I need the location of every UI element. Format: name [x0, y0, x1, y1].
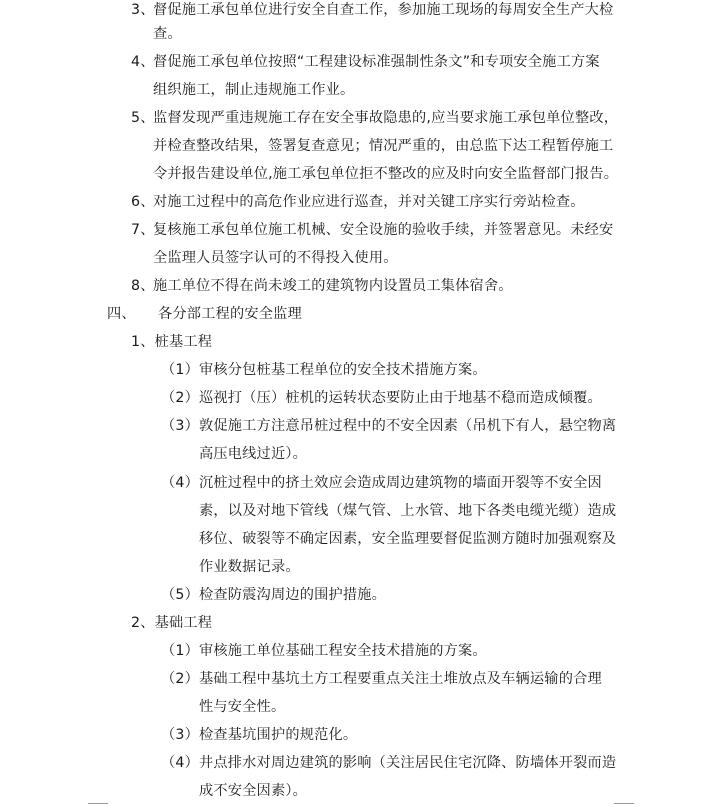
item-text-line: 施工单位不得在尚未竣工的建筑物内设置员工集体宿舍。: [153, 278, 513, 294]
subitem-text-line: 移位、破裂等不确定因素，安全监理要督促监测方随时加强观察及: [199, 531, 617, 547]
subitem-number: （3）: [161, 418, 200, 434]
margin-mark-left: [88, 803, 108, 804]
item-number: 8、: [131, 278, 155, 294]
item-text-line: 全监理人员签字认可的不得投入使用。: [153, 250, 398, 266]
subitem-number: （1）: [161, 643, 200, 659]
subitem-text-line: 审核分包桩基工程单位的安全技术措施方案。: [199, 362, 487, 378]
subsection-heading: 1、桩基工程: [131, 334, 213, 350]
section-number: 四、: [107, 306, 136, 322]
subitem-text-line: 审核施工单位基础工程安全技术措施的方案。: [199, 643, 487, 659]
item-text-line: 复核施工承包单位施工机械、安全设施的验收手续，并签署意见。未经安: [153, 222, 614, 238]
subitem-number: （1）: [161, 362, 200, 378]
subitem-text-line: 井点排水对周边建筑的影响（关注居民住宅沉降、防墙体开裂而造: [199, 755, 617, 771]
subitem-text-line: 巡视打（压）桩机的运转状态要防止由于地基不稳而造成倾覆。: [199, 390, 602, 406]
subitem-text-line: 素，以及对地下管线（煤气管、上水管、地下各类电缆光缆）造成: [199, 503, 617, 519]
subitem-number: （4）: [161, 475, 200, 491]
subitem-text-line: 高压电线过近）。: [199, 446, 308, 462]
item-text-line: 令并报告建设单位,施工承包单位拒不整改的应及时向安全监督部门报告。: [153, 166, 619, 182]
subitem-number: （4）: [161, 755, 200, 771]
item-text-line: 组织施工，制止违规施工作业。: [153, 82, 355, 98]
subitem-text-line: 性与安全性。: [199, 699, 286, 715]
subitem-text-line: 作业数据记录。: [199, 559, 300, 575]
item-number: 4、: [131, 54, 155, 70]
subitem-text-line: 检查基坑围护的规范化。: [199, 727, 358, 743]
subitem-number: （5）: [161, 587, 200, 603]
subitem-number: （2）: [161, 671, 200, 687]
subsection-heading: 2、基础工程: [131, 615, 213, 631]
subitem-text-line: 敦促施工方注意吊桩过程中的不安全因素（吊机下有人，悬空物离: [199, 418, 617, 434]
subitem-text-line: 检查防震沟周边的围护措施。: [199, 587, 387, 603]
item-text-line: 并检查整改结果，签署复查意见；情况严重的，由总监下达工程暂停施工: [153, 138, 614, 154]
subitem-text-line: 成不安全因素）。: [199, 783, 308, 799]
item-text-line: 督促施工承包单位进行安全自查工作，参加施工现场的每周安全生产大检: [153, 2, 614, 18]
section-title: 各分部工程的安全监理: [158, 306, 302, 322]
item-number: 6、: [131, 194, 155, 210]
item-text-line: 监督发现严重违规施工存在安全事故隐患的,应当要求施工承包单位整改，: [153, 110, 619, 126]
margin-mark-right: [614, 803, 634, 804]
item-number: 7、: [131, 222, 155, 238]
subitem-number: （2）: [161, 390, 200, 406]
item-text-line: 对施工过程中的高危作业应进行巡查，并对关键工序实行旁站检查。: [153, 194, 585, 210]
subitem-text-line: 沉桩过程中的挤土效应会造成周边建筑物的墙面开裂等不安全因: [199, 475, 602, 491]
item-text-line: 查。: [153, 26, 182, 42]
item-text-line: 督促施工承包单位按照“工程建设标准强制性条文”和专项安全施工方案: [153, 54, 600, 70]
item-number: 5、: [131, 110, 155, 126]
subitem-number: （3）: [161, 727, 200, 743]
subitem-text-line: 基础工程中基坑土方工程要重点关注土堆放点及车辆运输的合理: [199, 671, 602, 687]
item-number: 3、: [131, 2, 155, 18]
